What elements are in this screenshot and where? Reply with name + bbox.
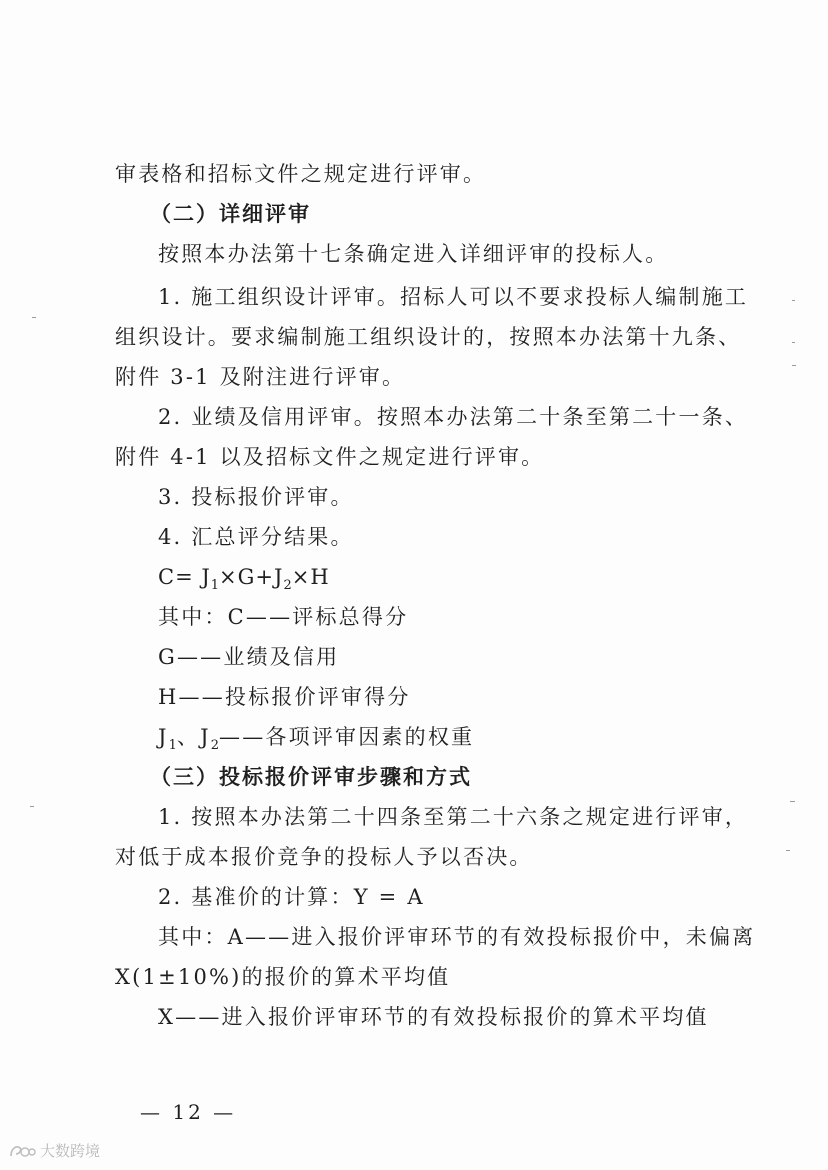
paragraph-line: 4. 汇总评分结果。 — [158, 525, 354, 549]
formula-part: ——各项评审因素的权重 — [219, 725, 475, 749]
formula-part: 、J — [176, 725, 211, 749]
paragraph-line: 3. 投标报价评审。 — [158, 485, 354, 509]
definition-line: X——进入报价评审环节的有效投标报价的算术平均值 — [158, 1005, 709, 1029]
formula-part: J — [158, 725, 169, 749]
formula-part: C= J — [158, 565, 211, 589]
paragraph-line: 1. 按照本办法第二十四条至第二十六条之规定进行评审， — [158, 805, 749, 829]
scan-speck — [790, 801, 795, 802]
scan-speck — [792, 342, 795, 343]
paragraph-line: 按照本办法第十七条确定进入详细评审的投标人。 — [158, 242, 669, 266]
paragraph-line: 附件 3-1 及附注进行评审。 — [115, 365, 406, 389]
definition-line — [158, 723, 475, 754]
paragraph-line: 对低于成本报价竞争的投标人予以否决。 — [115, 845, 533, 869]
section-heading: （二）详细评审 — [150, 201, 311, 226]
scan-speck — [792, 365, 796, 366]
paragraph-line: 2. 业绩及信用评审。按照本办法第二十条至第二十一条、 — [158, 405, 749, 429]
definition-line: 其中：C——评标总得分 — [158, 605, 409, 629]
paragraph-line: 组织设计。要求编制施工组织设计的，按照本办法第十九条、 — [115, 325, 742, 349]
definition-line: 其中：A——进入报价评审环节的有效投标报价中，未偏离 — [158, 925, 756, 949]
brand-logo-icon — [8, 1142, 36, 1160]
paragraph-line: 2. 基准价的计算：Y = A — [158, 885, 425, 909]
definition-line: H——投标报价评审得分 — [158, 685, 411, 709]
page-number: — 12 — — [140, 1100, 237, 1124]
scan-speck — [792, 300, 795, 301]
formula-part: ×G+J — [219, 565, 284, 589]
watermark — [8, 1140, 100, 1161]
scan-speck — [786, 850, 790, 851]
scan-speck — [32, 317, 36, 318]
definition-line: G——业绩及信用 — [158, 645, 340, 669]
formula-subscript: 2 — [283, 578, 292, 594]
formula-subscript: 2 — [210, 738, 220, 754]
section-heading: （三）投标报价评审步骤和方式 — [150, 764, 472, 789]
paragraph-line: 1. 施工组织设计评审。招标人可以不要求投标人编制施工 — [158, 285, 749, 309]
score-formula — [158, 563, 330, 594]
formula-part: ×H — [291, 565, 330, 589]
formula-subscript: 1 — [168, 738, 177, 754]
definition-line: X(1±10%)的报价的算术平均值 — [115, 965, 451, 989]
scan-speck — [30, 806, 34, 807]
paragraph-line: 附件 4-1 以及招标文件之规定进行评审。 — [115, 445, 545, 469]
paragraph-line: 审表格和招标文件之规定进行评审。 — [115, 162, 487, 186]
watermark-text: 大数跨境 — [40, 1142, 101, 1160]
formula-subscript: 1 — [210, 578, 220, 594]
